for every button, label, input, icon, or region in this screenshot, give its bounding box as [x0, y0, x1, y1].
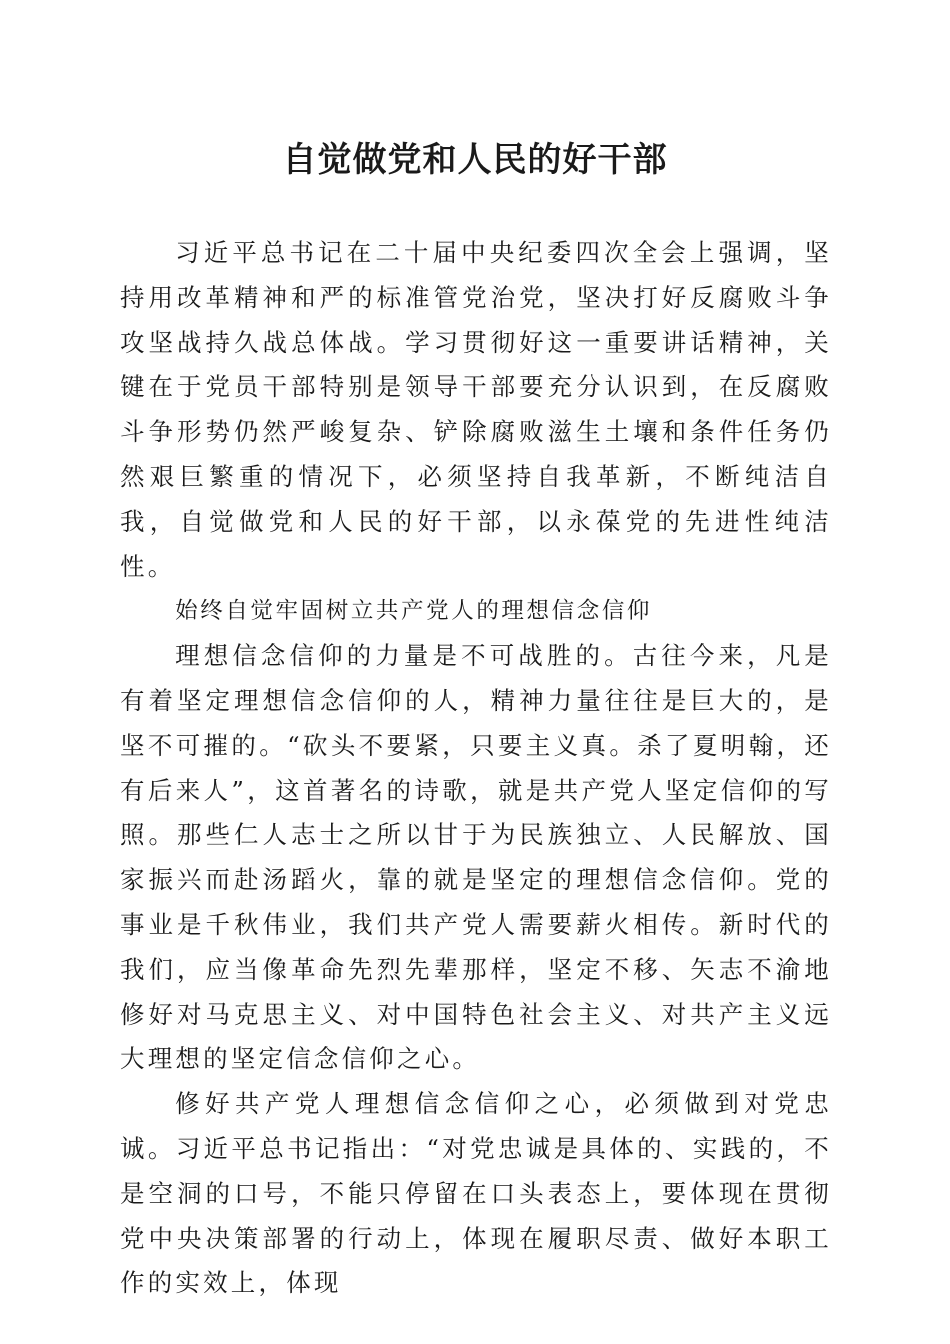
document-body	[120, 231, 832, 1306]
section-heading: 始终自觉牢固树立共产党人的理想信念信仰	[175, 598, 653, 625]
document-title: 自觉做党和人民的好干部	[282, 140, 668, 180]
paragraph-intro: 习近平总书记在二十届中央纪委四次全会上强调，坚持用改革精神和严的标准管党治党，坚决打好反腐败斗争攻坚战持久战总体战。学习贯彻好这一重要讲话精神，关键在于党员干部特别是领导干部要充分认识到，在反腐败斗争形势仍然严峻复杂、铲除腐败滋生土壤和条件任务仍然艰巨繁重的情况下，必须坚持自我革新，不断纯洁自我，自觉做党和人民的好干部，以永葆党的先进性纯洁性。	[120, 238, 832, 581]
paragraph-loyalty: 修好共产党人理想信念信仰之心，必须做到对党忠诚。习近平总书记指出：“对党忠诚是具体的、实践的，不是空洞的口号，不能只停留在口头表态上，要体现在贯彻党中央决策部署的行动上，体现在履职尽责、做好本职工作的实效上，体现	[120, 1089, 832, 1298]
paragraph-ideals: 理想信念信仰的力量是不可战胜的。古往今来，凡是有着坚定理想信念信仰的人，精神力量往往是巨大的，是坚不可摧的。“砍头不要紧，只要主义真。杀了夏明翰，还有后来人”，这首著名的诗歌，就是共产党人坚定信仰的写照。那些仁人志士之所以甘于为民族独立、人民解放、国家振兴而赴汤蹈火，靠的就是坚定的理想信念信仰。党的事业是千秋伟业，我们共产党人需要薪火相传。新时代的我们，应当像革命先烈先辈那样，坚定不移、矢志不渝地修好对马克思主义、对中国特色社会主义、对共产主义远大理想的坚定信念信仰之心。	[120, 641, 832, 1074]
